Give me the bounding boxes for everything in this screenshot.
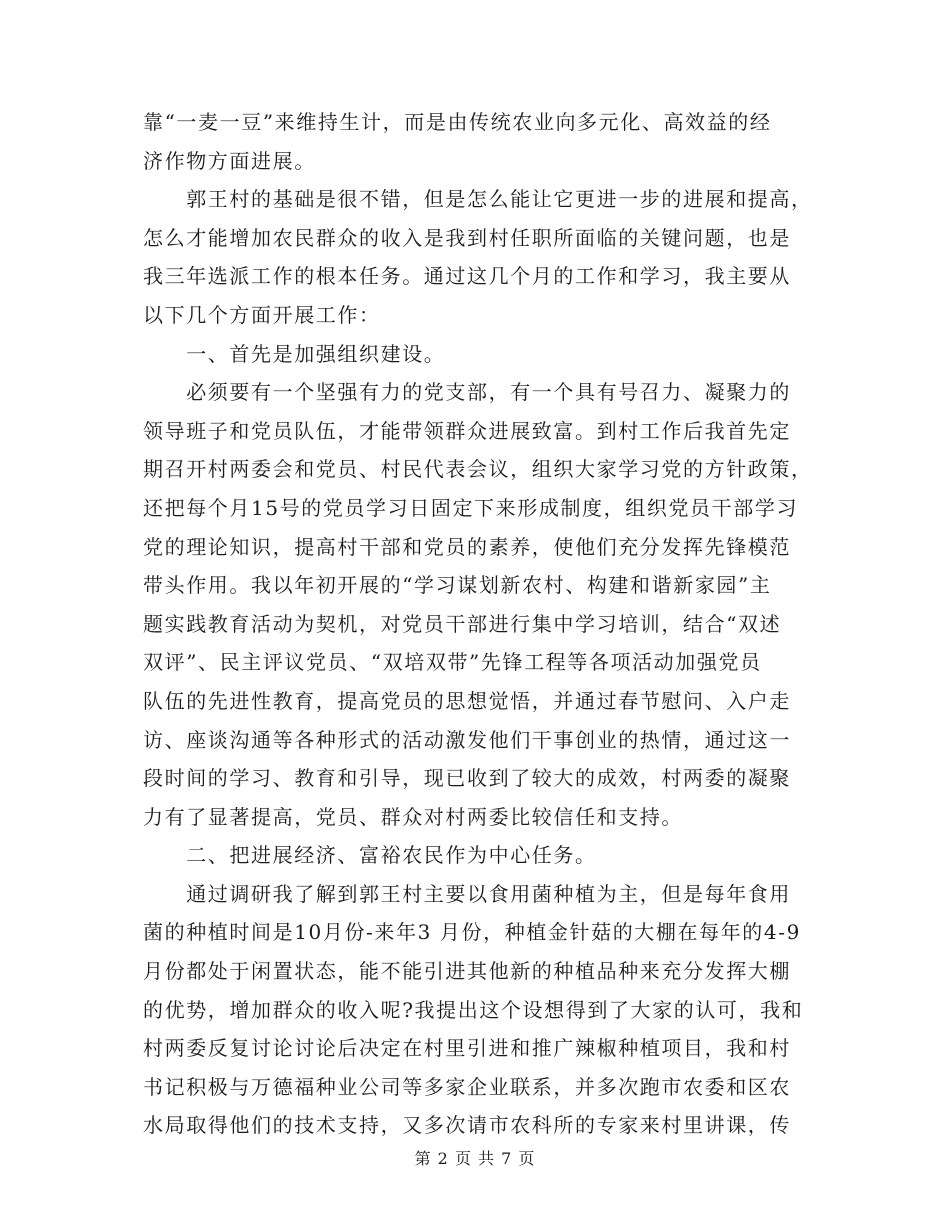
page-footer	[0, 1146, 950, 1169]
text-line: 带头作用。我以年初开展的“学习谋划新农村、构建和谐新家园”主	[143, 573, 772, 598]
text-line: 郭王村的基础是很不错，但是怎么能让它更进一步的进展和提高，	[143, 187, 813, 212]
section-heading: 二、把进展经济、富裕农民作为中心任务。	[143, 843, 597, 868]
text-line: 济作物方面进展。	[143, 148, 316, 173]
text-line: 必须要有一个坚强有力的党支部，有一个具有号召力、凝聚力的	[143, 380, 791, 405]
text-line: 书记积极与万德福种业公司等多家企业联系，并多次跑市农委和区农	[143, 1074, 791, 1099]
text-line: 段时间的学习、教育和引导，现已收到了较大的成效，村两委的凝聚	[143, 766, 791, 791]
text-line: 的优势，增加群众的收入呢?我提出这个设想得到了大家的认可，我和	[143, 997, 804, 1022]
text-line: 菌的种植时间是10月份-来年3 月份，种植金针菇的大棚在每年的4-9	[143, 920, 801, 945]
text-line: 以下几个方面开展工作：	[143, 302, 381, 327]
text-line: 力有了显著提高，党员、群众对村两委比较信任和支持。	[143, 804, 683, 829]
text-line: 通过调研我了解到郭王村主要以食用菌种植为主，但是每年食用	[143, 881, 791, 906]
text-line: 月份都处于闲置状态，能不能引进其他新的种植品种来充分发挥大棚	[143, 959, 791, 984]
section-heading: 一、首先是加强组织建设。	[143, 341, 446, 366]
text-line: 题实践教育活动为契机，对党员干部进行集中学习培训，结合“双述	[143, 611, 782, 636]
text-line: 还把每个月15号的党员学习日固定下来形成制度，组织党员干部学习	[143, 495, 799, 520]
text-line: 村两委反复讨论讨论后决定在村里引进和推广辣椒种植项目，我和村	[143, 1036, 791, 1061]
text-line: 水局取得他们的技术支持，又多次请市农科所的专家来村里讲课，传	[143, 1113, 791, 1138]
text-line: 队伍的先进性教育，提高党员的思想觉悟，并通过春节慰问、入户走	[143, 688, 791, 713]
text-line: 领导班子和党员队伍，才能带领群众进展致富。到村工作后我首先定	[143, 418, 791, 443]
page-number: 第 2 页 共 7 页	[414, 1149, 536, 1168]
text-line: 访、座谈沟通等各种形式的活动激发他们干事创业的热情，通过这一	[143, 727, 791, 752]
text-line: 怎么才能增加农民群众的收入是我到村任职所面临的关键问题，也是	[143, 225, 791, 250]
text-line: 我三年选派工作的根本任务。通过这几个月的工作和学习，我主要从	[143, 264, 791, 289]
text-line: 期召开村两委会和党员、村民代表会议，组织大家学习党的方针政策，	[143, 457, 813, 482]
text-line: 靠“一麦一豆”来维持生计，而是由传统农业向多元化、高效益的经	[143, 110, 772, 134]
text-line: 党的理论知识，提高村干部和党员的素养，使他们充分发挥先锋模范	[143, 534, 791, 559]
document-body	[143, 103, 813, 1145]
text-line: 双评”、民主评议党员、“双培双带”先锋工程等各项活动加强党员	[143, 650, 762, 675]
